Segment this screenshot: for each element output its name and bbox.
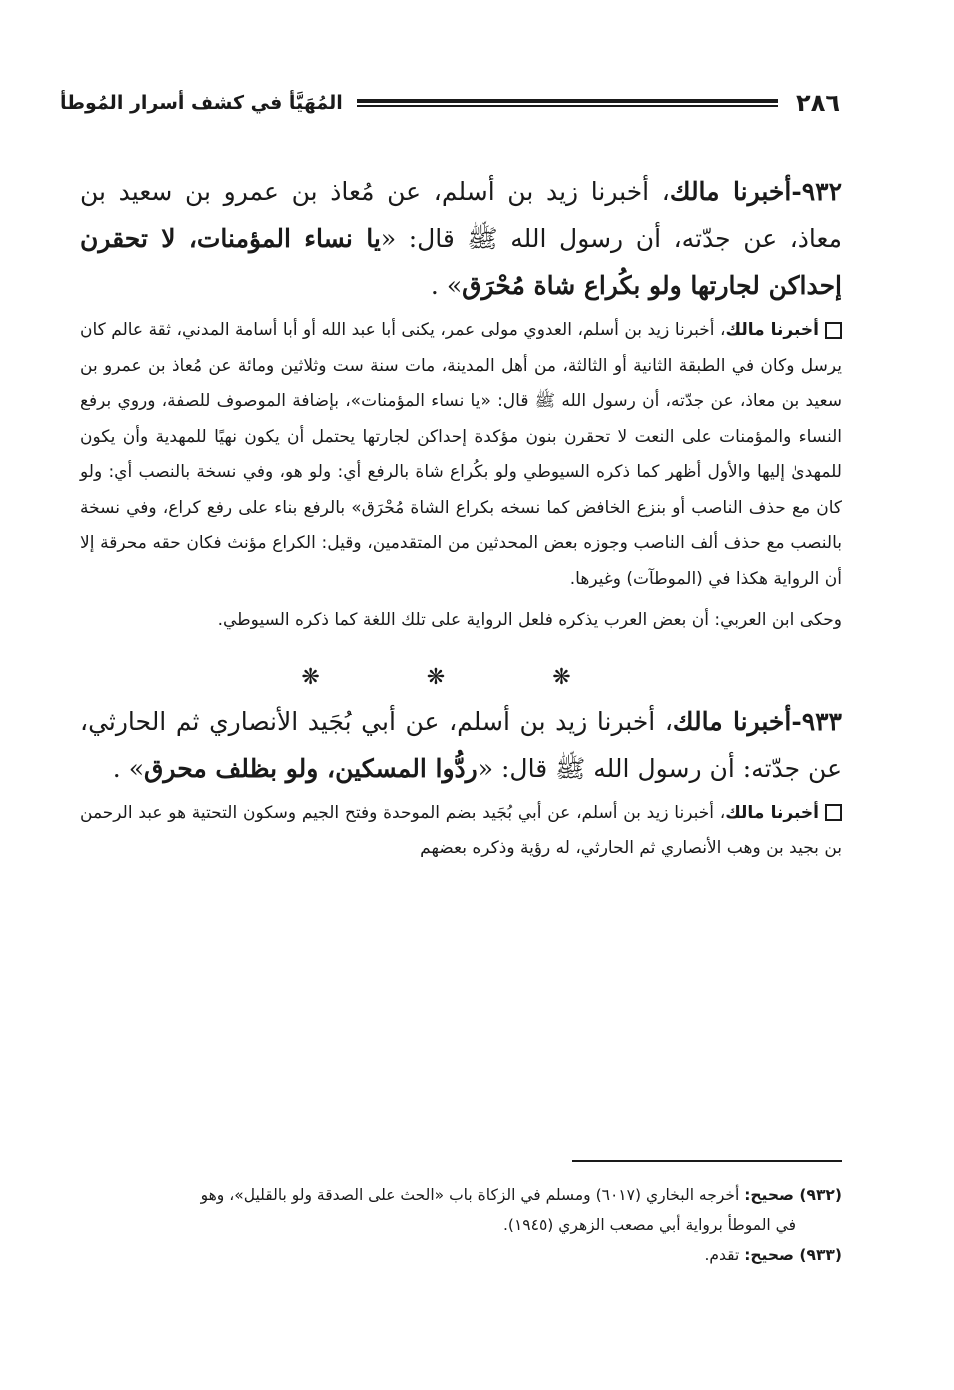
- header-rule: [357, 99, 778, 107]
- page-number: ٢٨٦: [796, 89, 840, 117]
- hadith-dash: -: [791, 177, 802, 206]
- commentary-narrator: أخبرنا مالك: [725, 320, 819, 340]
- commentary-932-para2: وحكى ابن العربي: أن بعض العرب يذكره فلعل الرواية على تلك اللغة كما ذكره السيوطي.: [217, 610, 842, 630]
- footnote-label: (٩٣٣) صحيح:: [744, 1246, 842, 1264]
- hadith-isnad: ، أخبرنا زيد بن أسلم، عن أبي بُجَيد الأنصاري ثم الحارثي، عن جدّته: أن رسول الله ﷺ قال: «: [80, 706, 842, 783]
- hadith-narrator: أخبرنا مالك: [672, 706, 792, 736]
- section-separator: ❋ ❋ ❋: [301, 664, 621, 690]
- commentary-text: ، أخبرنا زيد بن أسلم، عن أبي بُجَيد بضم الموحدة وفتح الجيم وسكون التحتية هو عبد الرحمن بن بجيد بن وهب الأنصاري ثم الحارثي، له رؤية وذكره بعضهم: [80, 802, 842, 858]
- footnote-label: (٩٣٢) صحيح:: [744, 1186, 842, 1204]
- hadith-isnad: ، أخبرنا زيد بن أسلم، عن مُعاذ بن عمرو بن سعيد بن معاذ، عن جدّته، أن رسول الله ﷺ قال: «: [80, 177, 842, 253]
- commentary-933: [80, 796, 842, 867]
- hadith-number: ٩٣٣: [801, 706, 842, 736]
- footnote-divider: [572, 1160, 842, 1162]
- hadith-saying: ردُّوا المسكين، ولو بظلف محرق: [144, 753, 478, 783]
- hadith-932: [80, 168, 842, 309]
- commentary-narrator: أخبرنا مالك: [725, 802, 819, 823]
- hadith-933: [80, 698, 842, 792]
- main-content: [80, 168, 842, 867]
- footnote-932-cont: في الموطأ برواية أبي مصعب الزهري (١٩٤٥).: [503, 1216, 796, 1234]
- hadith-end: » .: [430, 271, 463, 300]
- square-marker-icon: [825, 804, 842, 821]
- footnote-933: [80, 1240, 842, 1270]
- square-marker-icon: [825, 322, 842, 339]
- book-title: المُهَيَّأ في كشف أسرار المُوطأ: [60, 92, 343, 114]
- footnote-932: [80, 1180, 842, 1210]
- hadith-saying: يا نساء المؤمنات، لا تحقرن إحداكن لجارتها ولو بكُراع شاة مُحْرَق: [80, 224, 842, 300]
- hadith-end: » .: [112, 753, 144, 783]
- commentary-932: [80, 313, 842, 597]
- footnote-text: أخرجه البخاري (٦٠١٧) ومسلم في الزكاة باب «الحث على الصدقة ولو بالقليل»، وهو: [200, 1186, 745, 1204]
- commentary-text: ، أخبرنا زيد بن أسلم، العدوي مولى عمر، يكنى أبا عبد الله أو أبا أسامة المدني، ثقة عالم كان يرسل وكان في الطبقة الثانية أو الثالثة، من أهل المدينة، مات سنة ست وثلاثين ومائة عن مُعاذ بن عمرو بن سعيد بن معاذ، عن جدّته، أن رسول الله ﷺ قال: «يا نساء المؤمنات»، بإضافة الموصوف للصفة، وروي برفع النساء والمؤمنات على النعت لا تحقرن بنون مؤكدة إحداكن لجارتها يحتمل أن يكون نهيًا للمهدية وأن يكون للمهدىٰ إليها والأول أظهر كما ذكره السيوطي ولو بكُراع شاة بالرفع أي: ولو هو، وفي نسخة بالنصب أي: ولو كان مع حذف الناصب أو بنزع الخافض كما نسخه بكراع الشاة مُحْرَق» بالرفع بناء على رفع كراع، وفي نسخة بالنصب مع حذف ألف الناصب وجوزه بعض المحدثين من المتقدمين، وقيل: الكراع مؤنث فكان حقه محرقة إلا أن الرواية هكذا في (الموطآت) وغيرها.: [80, 320, 842, 589]
- hadith-number: ٩٣٢: [801, 177, 843, 206]
- hadith-narrator: أخبرنا مالك: [669, 177, 792, 206]
- footnotes: [80, 1180, 842, 1270]
- hadith-dash: -: [791, 706, 802, 736]
- page-header: [60, 86, 840, 120]
- footnote-text: تقدم.: [704, 1246, 745, 1264]
